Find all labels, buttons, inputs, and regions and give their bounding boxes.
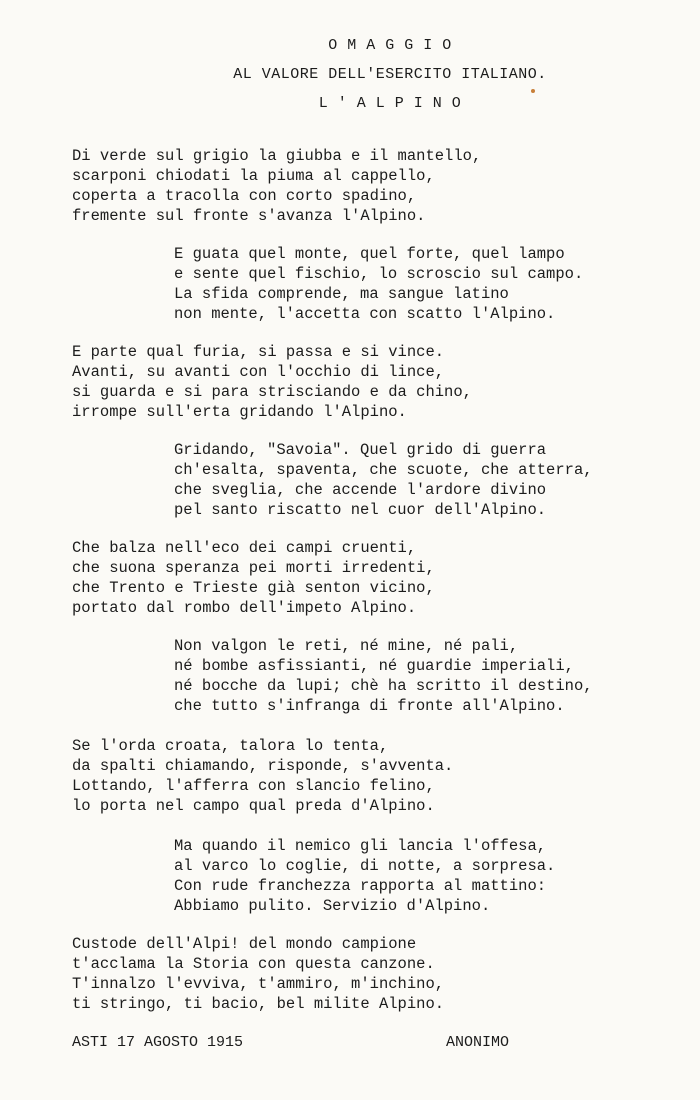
verse-line: Con rude franchezza rapporta al mattino: [174, 877, 547, 895]
stanza-6 [174, 636, 593, 716]
verse-line: T'innalzo l'evviva, t'ammiro, m'inchino, [72, 975, 445, 993]
verse-line: scarponi chiodati la piuma al cappello, [72, 167, 435, 185]
verse-line: che suona speranza pei morti irredenti, [72, 559, 435, 577]
stanza-4 [174, 440, 593, 520]
verse-line: ti stringo, ti bacio, bel milite Alpino. [72, 995, 445, 1013]
verse-line: che Trento e Trieste già senton vicino, [72, 579, 435, 597]
verse-line: Avanti, su avanti con l'occhio di lince, [72, 363, 445, 381]
stanza-9 [72, 934, 444, 1014]
title-alpino: L ' A L P I N O [318, 95, 462, 112]
verse-line: ch'esalta, spaventa, che scuote, che atterra, [174, 461, 593, 479]
verse-line: Di verde sul grigio la giubba e il mantello, [72, 147, 482, 165]
verse-line: coperta a tracolla con corto spadino, [72, 187, 417, 205]
verse-line: Gridando, "Savoia". Quel grido di guerra [174, 441, 547, 459]
verse-line: La sfida comprende, ma sangue latino [174, 285, 509, 303]
verse-line: E guata quel monte, quel forte, quel lampo [174, 245, 565, 263]
verse-line: Se l'orda croata, talora lo tenta, [72, 737, 389, 755]
stanza-1 [72, 146, 481, 226]
verse-line: non mente, l'accetta con scatto l'Alpino. [174, 305, 556, 323]
verse-line: che sveglia, che accende l'ardore divino [174, 481, 547, 499]
verse-line: Non valgon le reti, né mine, né pali, [174, 637, 519, 655]
stanza-5 [72, 538, 435, 618]
verse-line: che tutto s'infranga di fronte all'Alpino. [174, 697, 565, 715]
verse-line: al varco lo coglie, di notte, a sorpresa. [174, 857, 556, 875]
stanza-8 [174, 836, 555, 916]
verse-line: t'acclama la Storia con questa canzone. [72, 955, 435, 973]
paper-speck [531, 89, 535, 93]
verse-line: Che balza nell'eco dei campi cruenti, [72, 539, 417, 557]
title-dedication: AL VALORE DELL'ESERCITO ITALIANO. [233, 66, 547, 83]
title-omaggio: O M A G G I O [328, 37, 452, 54]
verse-line: lo porta nel campo qual preda d'Alpino. [72, 797, 435, 815]
verse-line: e sente quel fischio, lo scroscio sul campo. [174, 265, 584, 283]
verse-line: E parte qual furia, si passa e si vince. [72, 343, 445, 361]
verse-line: portato dal rombo dell'impeto Alpino. [72, 599, 417, 617]
verse-line: Ma quando il nemico gli lancia l'offesa, [174, 837, 547, 855]
verse-line: da spalti chiamando, risponde, s'avventa. [72, 757, 454, 775]
verse-line: Custode dell'Alpi! del mondo campione [72, 935, 417, 953]
verse-line: Abbiamo pulito. Servizio d'Alpino. [174, 897, 491, 915]
verse-line: Lottando, l'afferra con slancio felino, [72, 777, 435, 795]
verse-line: si guarda e si para strisciando e da chino, [72, 383, 472, 401]
verse-line: irrompe sull'erta gridando l'Alpino. [72, 403, 407, 421]
author-signature: ANONIMO [446, 1034, 510, 1051]
verse-line: fremente sul fronte s'avanza l'Alpino. [72, 207, 426, 225]
stanza-7 [72, 736, 453, 816]
verse-line: né bocche da lupi; chè ha scritto il destino, [174, 677, 593, 695]
verse-line: pel santo riscatto nel cuor dell'Alpino. [174, 501, 547, 519]
date-line: ASTI 17 AGOSTO 1915 [72, 1034, 244, 1051]
verse-line: né bombe asfissianti, né guardie imperiali, [174, 657, 574, 675]
stanza-3 [72, 342, 472, 422]
stanza-2 [174, 244, 583, 324]
